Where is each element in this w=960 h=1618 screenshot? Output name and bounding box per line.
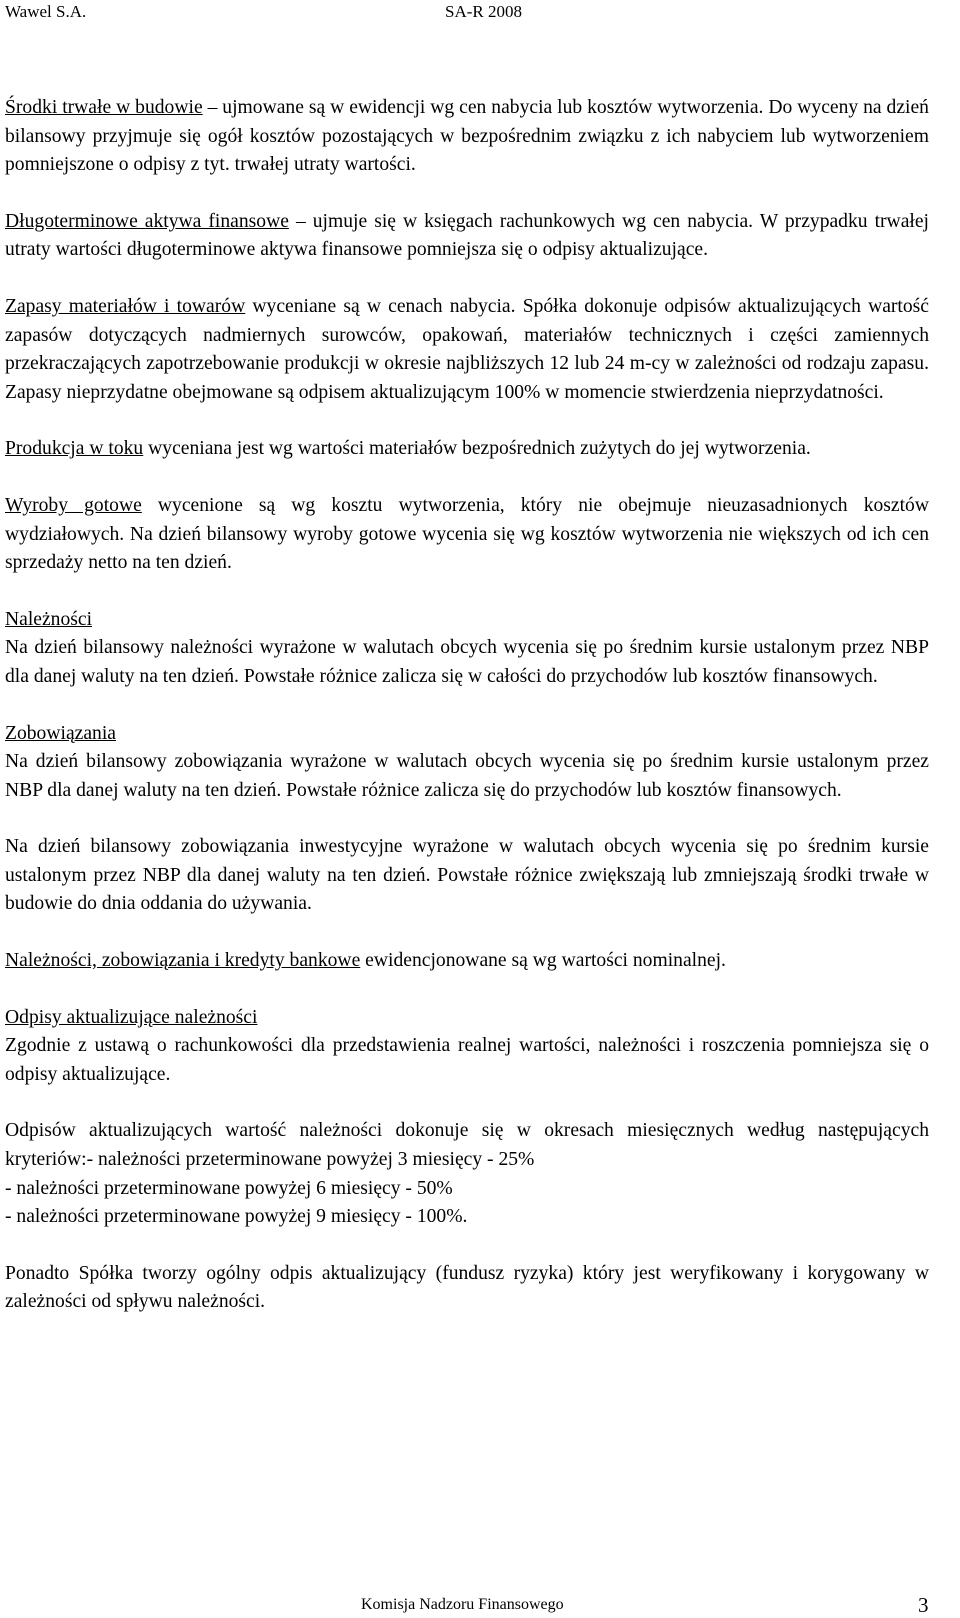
paragraph-text: Zgodnie z ustawą o rachunkowości dla przedstawienia realnej wartości, należności i roszczenia pomniejsza się o odpisy aktualizujące.: [5, 1035, 929, 1085]
section-title: Produkcja w toku: [5, 438, 144, 460]
paragraph-text: wycenione są wg kosztu wytworzenia, który nie obejmuje nieuzasadnionych kosztów wydziałowych. Na dzień bilansowy wyroby gotowe wycenia się wg kosztów wytworzenia nie większych od ich cen sprzedaży netto na ten dzień.: [5, 494, 930, 574]
document-body: [5, 94, 929, 1345]
paragraph-text: ewidencjonowane są wg wartości nominalnej.: [360, 950, 726, 972]
paragraph-naleznosci: [5, 606, 929, 692]
paragraph-text: – ujmuje się w księgach rachunkowych wg cen nabycia. W przypadku trwałej utraty wartości długoterminowe aktywa finansowe pomniejsza się o odpisy aktualizujące.: [5, 210, 929, 261]
page-number: 3: [918, 1593, 929, 1617]
footer-text: Komisja Nadzoru Finansowego: [361, 1596, 564, 1613]
paragraph-odpisy: [5, 1004, 929, 1090]
section-title: Wyroby gotowe: [5, 494, 142, 516]
section-title: Należności: [5, 608, 93, 630]
paragraph-wyroby: [5, 492, 929, 578]
header-report: SA-R 2008: [445, 2, 522, 21]
paragraph-zobowiazania-inwestycyjne: Na dzień bilansowy zobowiązania inwestycyjne wyrażone w walutach obcych wycenia się po średnim kursie ustalonym przez NBP dla danej waluty na ten dzień. Powstałe różnice zwiększają lub zmniejszają środki trwałe w budowie do dnia oddania do używania.: [5, 836, 929, 915]
paragraph-text: wyceniana jest wg wartości materiałów bezpośrednich zużytych do jej wytworzenia.: [143, 438, 811, 460]
paragraph-text: wyceniane są w cenach nabycia. Spółka dokonuje odpisów aktualizujących wartość zapasów dotyczących nadmiernych surowców, opakowań, materiałów technicznych i części zamiennych przekraczających zapotrzebowanie produkcji w okresie najbliższych 12 lub 24 m-cy w zależności od rodzaju zapasu. Zapasy nieprzydatne obejmowane są odpisem aktualizującym 100% w momencie stwierdzenia nieprzydatności.: [5, 295, 929, 403]
paragraph-text: Na dzień bilansowy zobowiązania wyrażone w walutach obcych wycenia się po średnim kursie ustalonym przez NBP dla danej waluty na ten dzień. Powstałe różnice zalicza się do przychodów lub kosztów finansowych.: [5, 751, 929, 801]
paragraph-fundusz-ryzyka: Ponadto Spółka tworzy ogólny odpis aktualizujący (fundusz ryzyka) który jest weryfikowany i korygowany w zależności od spływu należności.: [5, 1262, 929, 1313]
header-company: Wawel S.A.: [5, 2, 87, 21]
list-item: - należności przeterminowane powyżej 9 miesięcy - 100%.: [5, 1206, 468, 1228]
paragraph-kryteria: Odpisów aktualizujących wartość należności dokonuje się w okresach miesięcznych według następujących kryteriów:- należności przeterminowane powyżej 3 miesięcy - 25%: [5, 1120, 929, 1171]
paragraph-aktywa-finansowe: [5, 208, 929, 265]
section-title: Zapasy materiałów i towarów: [5, 295, 246, 317]
section-title: Zobowiązania: [5, 722, 116, 744]
section-title: Długoterminowe aktywa finansowe: [5, 210, 289, 232]
section-title: Odpisy aktualizujące należności: [5, 1006, 258, 1028]
paragraph-text: – ujmowane są w ewidencji wg cen nabycia lub kosztów wytworzenia. Do wyceny na dzień bilansowy przyjmuje się ogół kosztów pozostających w bezpośrednim związku z ich nabyciem lub wytworzeniem pomniejszone o odpisy z tyt. trwałej utraty wartości.: [5, 97, 929, 176]
section-title: Należności, zobowiązania i kredyty bankowe: [5, 950, 361, 972]
list-item: - należności przeterminowane powyżej 6 miesięcy - 50%: [5, 1177, 453, 1199]
paragraph-zobowiazania: [5, 720, 929, 806]
paragraph-text: Na dzień bilansowy należności wyrażone w walutach obcych wycenia się po średnim kursie ustalonym przez NBP dla danej waluty na ten dzień. Powstałe różnice zalicza się w całości do przychodów lub kosztów finansowych.: [5, 637, 929, 687]
paragraph-srodki-trwale: [5, 94, 929, 180]
paragraph-produkcja: [5, 435, 929, 464]
paragraph-zapasy: [5, 293, 929, 407]
section-title: Środki trwałe w budowie: [5, 97, 203, 118]
paragraph-nominalna: [5, 947, 929, 976]
